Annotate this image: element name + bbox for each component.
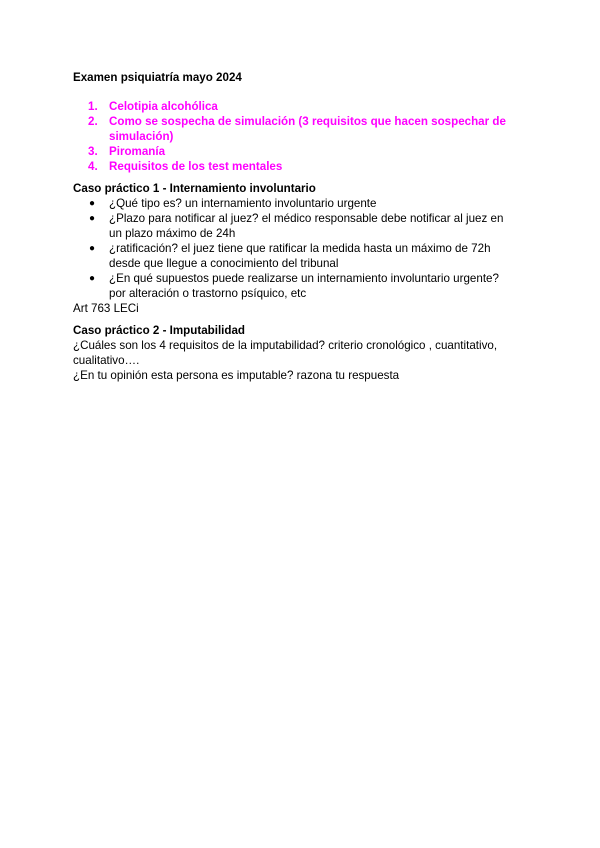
bullet-text: ¿En qué supuestos puede realizarse un internamiento involuntario urgente? por alteración o trastorno psíquico, etc	[109, 272, 499, 300]
question-number: 3.	[88, 145, 98, 158]
case2-title: Caso práctico 2 - Imputabilidad	[73, 324, 246, 337]
question-item	[73, 159, 513, 174]
bullet-icon: ●	[89, 213, 96, 224]
question-item	[73, 144, 513, 159]
bullet-icon: ●	[89, 198, 96, 209]
question-item	[73, 114, 513, 144]
question-number: 1.	[88, 100, 98, 113]
question-text: Como se sospecha de simulación (3 requisitos que hacen sospechar de simulación)	[109, 115, 506, 143]
bullet-icon: ●	[89, 273, 96, 284]
case1-note: Art 763 LECi	[73, 302, 139, 315]
question-text: Piromanía	[109, 145, 166, 158]
bullet-icon: ●	[89, 243, 96, 254]
bullet-text: ¿Qué tipo es? un internamiento involuntario urgente	[109, 197, 377, 210]
case2-line: ¿Cuáles son los 4 requisitos de la imputabilidad? criterio cronológico , cuantitativo, cualitativo….	[73, 339, 498, 367]
bullet-item	[73, 271, 513, 301]
document-title: Examen psiquiatría mayo 2024	[73, 71, 242, 84]
bullet-text: ¿Plazo para notificar al juez? el médico responsable debe notificar al juez en un plazo máximo de 24h	[109, 212, 504, 240]
case2-line: ¿En tu opinión esta persona es imputable? razona tu respuesta	[73, 369, 400, 382]
case1-bullet-list	[73, 196, 513, 301]
document-content	[73, 70, 513, 383]
case1-title: Caso práctico 1 - Internamiento involuntario	[73, 182, 316, 195]
question-item	[73, 99, 513, 114]
question-number: 2.	[88, 115, 98, 128]
question-text: Celotipia alcohólica	[109, 100, 218, 113]
bullet-item	[73, 196, 513, 211]
question-text: Requisitos de los test mentales	[109, 160, 283, 173]
bullet-item	[73, 241, 513, 271]
question-number: 4.	[88, 160, 98, 173]
exam-questions-list	[73, 99, 513, 174]
bullet-item	[73, 211, 513, 241]
bullet-text: ¿ratificación? el juez tiene que ratificar la medida hasta un máximo de 72h desde que llegue a conocimiento del tribunal	[109, 242, 491, 270]
